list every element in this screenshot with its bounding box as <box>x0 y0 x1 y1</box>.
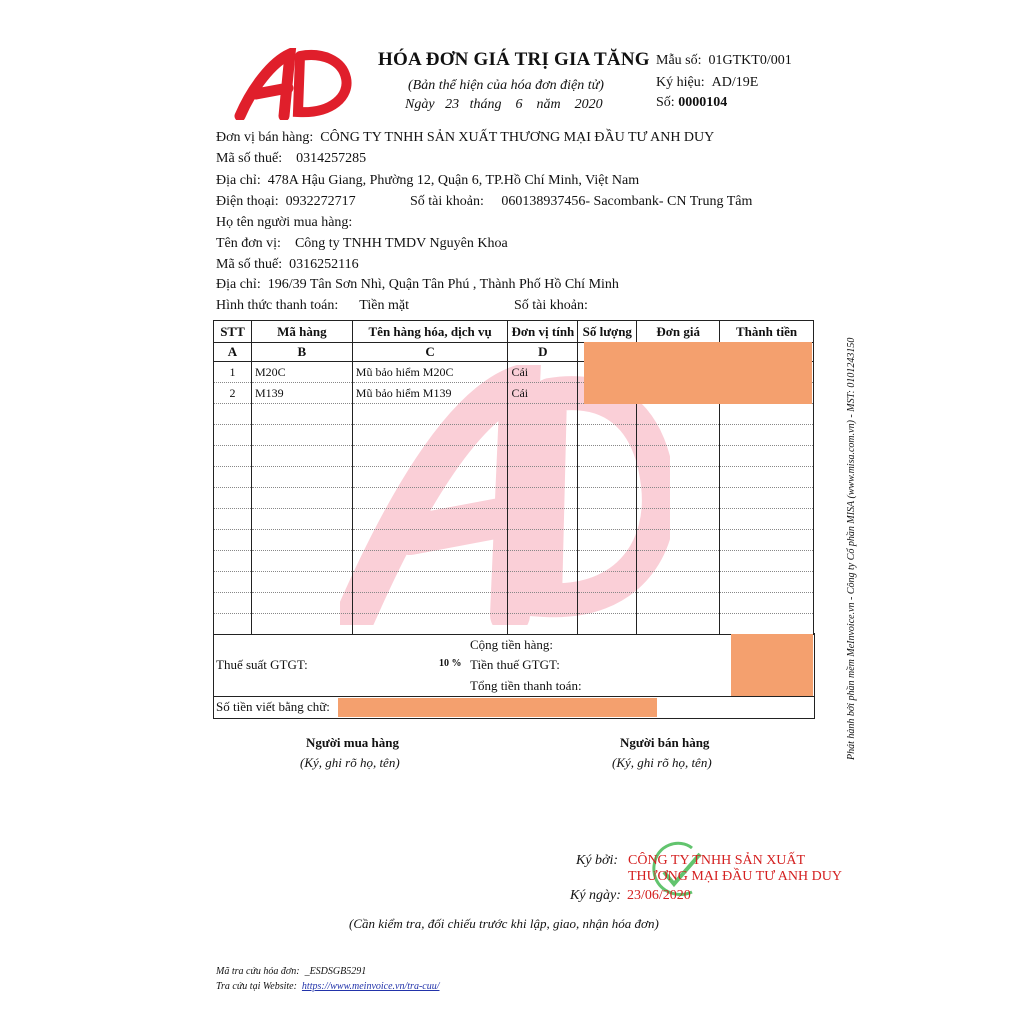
invoice-symbol: Ký hiệu: AD/19E <box>656 75 759 90</box>
buyer-address: Địa chỉ: 196/39 Tân Sơn Nhì, Quận Tân Phú , Thành Phố Hồ Chí Minh <box>216 277 619 292</box>
seller-address: Địa chỉ: 478A Hậu Giang, Phường 12, Quận 6, TP.Hồ Chí Minh, Việt Nam <box>216 173 640 188</box>
header-price: Đơn giá <box>637 321 720 343</box>
seller-phone: Điện thoại: 0932272717 <box>216 194 356 209</box>
lookup-code: Mã tra cứu hóa đơn: _ESDSGB5291 <box>216 966 367 977</box>
table-row: 2 M139 Mũ bảo hiểm M139 Cái <box>214 383 814 404</box>
invoice-number: Số: 0000104 <box>656 95 728 110</box>
seller-signature-title: Người bán hàng <box>620 735 710 750</box>
buyer-unit: Tên đơn vị: Công ty TNHH TMDV Nguyên Khoa <box>216 236 508 251</box>
signed-date-label: Ký ngày: <box>570 888 621 903</box>
header-unit: Đơn vị tính <box>508 321 578 343</box>
invoice-title: HÓA ĐƠN GIÁ TRỊ GIA TĂNG <box>378 49 650 70</box>
lookup-site-link[interactable]: https://www.meinvoice.vn/tra-cuu/ <box>301 981 440 992</box>
subtotal-label: Cộng tiền hàng: <box>470 637 554 652</box>
header-code: Mã hàng <box>251 321 352 343</box>
table-row: 1 M20C Mũ bảo hiểm M20C Cái <box>214 362 814 383</box>
buyer-account-label: Số tài khoản: <box>514 298 588 313</box>
amount-in-words-label: Số tiền viết bằng chữ: <box>216 699 330 714</box>
table-header-row <box>214 321 814 343</box>
signed-by-name-line1: CÔNG TY TNHH SẢN XUẤT <box>628 853 806 868</box>
form-number: Mẫu số: 01GTKT0/001 <box>656 53 792 68</box>
header-amount: Thành tiền <box>720 321 814 343</box>
header-stt: STT <box>214 321 252 343</box>
header-name: Tên hàng hóa, dịch vụ <box>352 321 508 343</box>
signed-by-label: Ký bởi: <box>576 853 619 868</box>
redacted-totals <box>731 634 813 696</box>
vat-rate-label: Thuế suất GTGT: <box>216 657 308 672</box>
vat-rate-value: 10 % <box>439 658 462 669</box>
header-quantity: Số lượng <box>578 321 637 343</box>
seller-account: Số tài khoản: 060138937456- Sacombank- CN Trung Tâm <box>410 194 753 209</box>
signed-date: 23/06/2020 <box>627 888 691 903</box>
redacted-amounts <box>584 342 812 404</box>
buyer-signature-instruction: (Ký, ghi rõ họ, tên) <box>300 755 400 770</box>
buyer-name-label: Họ tên người mua hàng: <box>216 215 353 230</box>
grand-total-label: Tổng tiền thanh toán: <box>470 678 582 693</box>
software-publisher-note: Phát hành bởi phần mềm MeInvoice.vn - Công ty Cổ phần MISA (www.misa.com.vn) - MST: 0101243150 <box>846 337 857 760</box>
company-logo <box>232 48 354 120</box>
seller-signature-instruction: (Ký, ghi rõ họ, tên) <box>612 755 712 770</box>
seller-name: Đơn vị bán hàng: CÔNG TY TNHH SẢN XUẤT THƯƠNG MẠI ĐẦU TƯ ANH DUY <box>216 130 715 145</box>
signed-by-name-line2: THƯƠNG MẠI ĐẦU TƯ ANH DUY <box>628 869 842 884</box>
check-note: (Cần kiểm tra, đối chiếu trước khi lập, giao, nhận hóa đơn) <box>349 916 659 931</box>
buyer-tax-code: Mã số thuế: 0316252116 <box>216 257 359 272</box>
invoice-date: Ngày 23 tháng 6 năm 2020 <box>405 97 603 112</box>
invoice-subtitle: (Bản thể hiện của hóa đơn điện tử) <box>408 78 604 93</box>
column-letter-row: A B C D <box>214 343 814 362</box>
vat-amount-label: Tiền thuế GTGT: <box>470 657 560 672</box>
lookup-site: Tra cứu tại Website: https://www.meinvoice.vn/tra-cuu/ <box>216 981 440 992</box>
redacted-amount-in-words <box>338 698 657 717</box>
payment-method: Hình thức thanh toán: Tiền mặt <box>216 298 409 313</box>
buyer-signature-title: Người mua hàng <box>306 735 400 750</box>
seller-tax-code: Mã số thuế: 0314257285 <box>216 151 367 166</box>
